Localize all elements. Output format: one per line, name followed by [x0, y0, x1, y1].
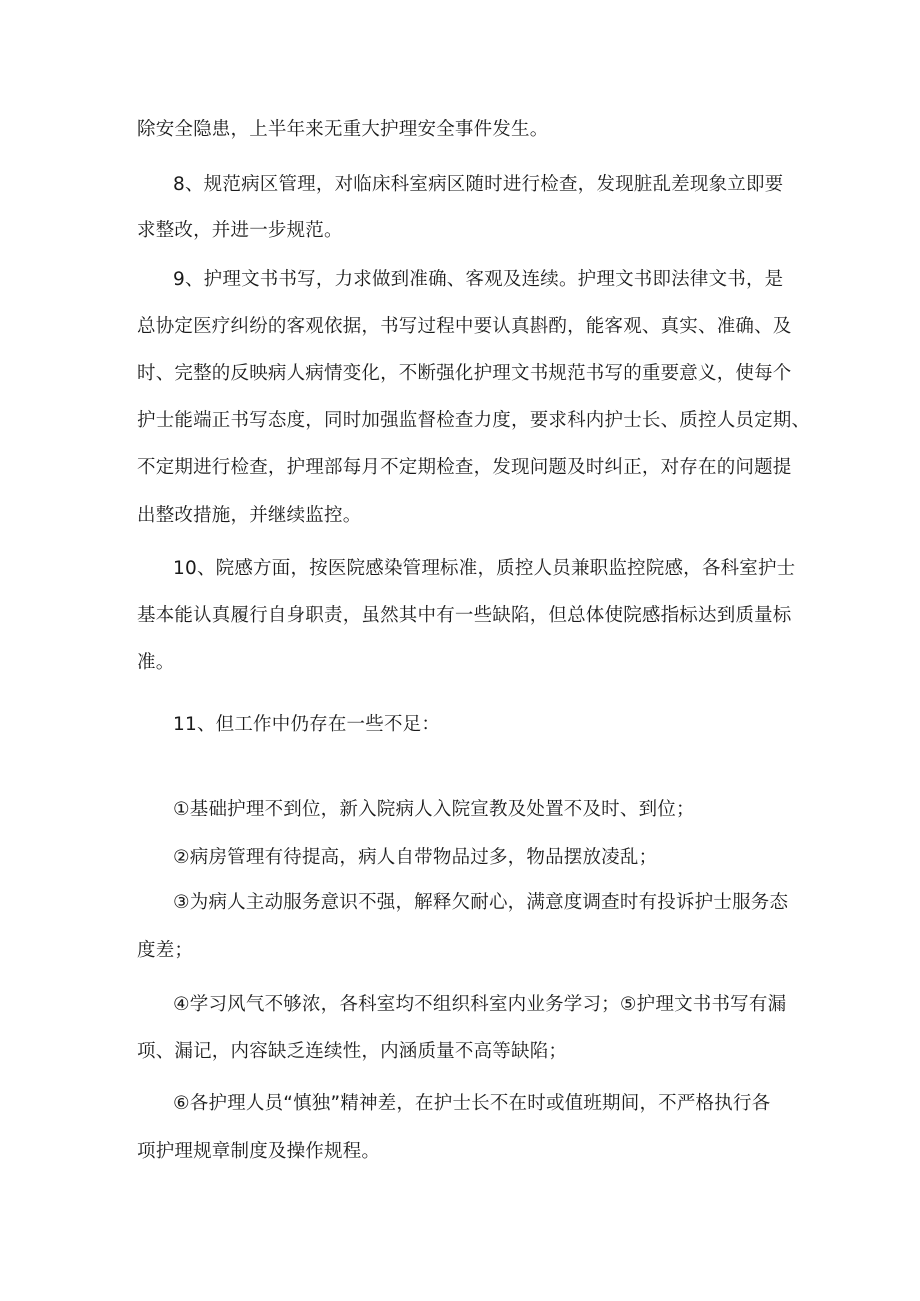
- paragraph-10-line: 准。: [137, 652, 175, 673]
- list-item-2: ②病房管理有待提高，病人自带物品过多，物品摆放凌乱；: [173, 847, 658, 868]
- paragraph-line: 除安全隐患，上半年来无重大护理安全事件发生。: [137, 119, 549, 140]
- paragraph-9-line: 护士能端正书写态度，同时加强监督检查力度，要求科内护士长、质控人员定期、: [137, 410, 811, 431]
- list-item-1: ①基础护理不到位，新入院病人入院宣教及处置不及时、到位；: [173, 799, 695, 820]
- paragraph-10-line: 基本能认真履行自身职责，虽然其中有一些缺陷，但总体使院感指标达到质量标: [137, 605, 792, 626]
- list-item-4-5: ④学习风气不够浓，各科室均不组织科室内业务学习；⑤护理文书书写有漏: [173, 994, 787, 1015]
- paragraph-8-line: 求整改，并进一步规范。: [137, 220, 343, 241]
- paragraph-8-line: 8、规范病区管理，对临床科室病区随时进行检查，发现脏乱差现象立即要: [173, 174, 784, 195]
- paragraph-11-line: 11、但工作中仍存在一些不足：: [173, 714, 441, 735]
- paragraph-9-line: 总协定医疗纠纷的客观依据，书写过程中要认真斟酌，能客观、真实、准确、及: [137, 316, 792, 337]
- paragraph-9-line: 出整改措施，并继续监控。: [137, 505, 362, 526]
- paragraph-9-line: 不定期进行检查，护理部每月不定期检查，发现问题及时纠正，对存在的问题提: [137, 457, 792, 478]
- paragraph-10-line: 10、院感方面，按医院感染管理标准，质控人员兼职监控院感，各科室护士: [173, 558, 796, 579]
- list-item-3-cont: 度差；: [137, 940, 194, 961]
- list-item-6: ⑥各护理人员“慎独”精神差，在护士长不在时或值班期间，不严格执行各: [173, 1093, 771, 1114]
- list-item-6-cont: 项护理规章制度及操作规程。: [137, 1141, 381, 1162]
- paragraph-9-line: 时、完整的反映病人病情变化，不断强化护理文书规范书写的重要意义，使每个: [137, 363, 792, 384]
- paragraph-9-line: 9、护理文书书写，力求做到准确、客观及连续。护理文书即法律文书，是: [173, 269, 784, 290]
- list-item-4-5-cont: 项、漏记，内容缺乏连续性，内涵质量不高等缺陷；: [137, 1041, 568, 1062]
- list-item-3: ③为病人主动服务意识不强，解释欠耐心，满意度调查时有投诉护士服务态: [173, 892, 789, 913]
